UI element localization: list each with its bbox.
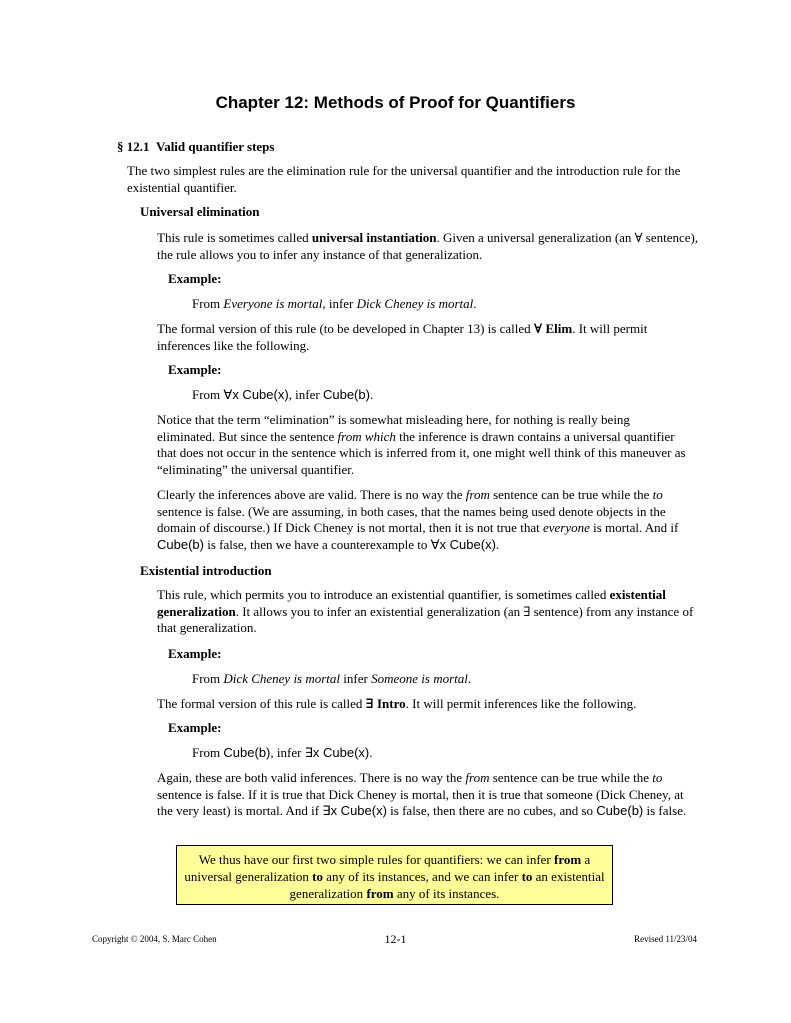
existential-introduction-heading: Existential introduction	[140, 563, 272, 578]
footer-page-number: 12-1	[384, 932, 407, 946]
ei-example-2: From Cube(b), infer ∃x Cube(x).	[192, 745, 373, 760]
ue-example-1-label: Example:	[168, 271, 222, 286]
ue-example-2-label: Example:	[168, 362, 222, 377]
ue-paragraph-2: The formal version of this rule (to be developed in Chapter 13) is called ∀ Elim. It will permit inferences like the following.	[157, 321, 648, 353]
ue-example-2: From ∀x Cube(x), infer Cube(b).	[192, 387, 374, 402]
ue-paragraph-4: Clearly the inferences above are valid. There is no way the from sentence can be true while the to sentence is false. (We are assuming, in both cases, that the names being used denote objects in the domain of discourse.) If Dick Cheney is not mortal, then it is not true that everyone is mortal. And if Cube(b) is false, then we have a counterexample to ∀x Cube(x).	[157, 487, 679, 552]
section-heading	[117, 139, 274, 155]
universal-elimination-heading: Universal elimination	[140, 204, 260, 219]
chapter-title: Chapter 12: Methods of Proof for Quantifiers	[215, 93, 576, 112]
ue-paragraph-3: Notice that the term “elimination” is somewhat misleading here, for nothing is really being eliminated. But since the sentence from which the inference is drawn contains a universal quantifier that does not occur in the sentence which is inferred from it, one might well think of this maneuver as “eliminating” the universal quantifier.	[157, 412, 686, 477]
ei-paragraph-3: Again, these are both valid inferences. There is no way the from sentence can be true while the to sentence is false. If it is true that Dick Cheney is mortal, then it is true that someone (Dick Cheney, at the very least) is mortal. And if ∃x Cube(x) is false, then there are no cubes, and so Cube(b) is false.	[157, 770, 687, 818]
ue-example-1: From Everyone is mortal, infer Dick Cheney is mortal.	[192, 296, 477, 311]
ei-paragraph-1: This rule, which permits you to introduce an existential quantifier, is sometimes called existential generalization. It allows you to infer an existential generalization (an ∃ sentence) from any instance of that generalization.	[157, 587, 694, 635]
section-number: § 12.1	[117, 139, 150, 154]
ue-paragraph-1: This rule is sometimes called universal instantiation. Given a universal generalization (an ∀ sentence), the rule allows you to infer any instance of that generalization.	[157, 230, 699, 262]
section-title: Valid quantifier steps	[156, 139, 275, 154]
footer-revised-date: Revised 11/23/04	[634, 934, 697, 944]
footer-copyright: Copyright © 2004, S. Marc Cohen	[92, 934, 217, 944]
ei-example-1: From Dick Cheney is mortal infer Someone is mortal.	[192, 671, 472, 686]
summary-callout-box: We thus have our first two simple rules for quantifiers: we can infer from a universal generalization to any of its instances, and we can infer to an existential generalization from any of its instances.	[176, 845, 613, 905]
intro-paragraph: The two simplest rules are the elimination rule for the universal quantifier and the introduction rule for the existential quantifier.	[127, 163, 681, 195]
ei-example-1-label: Example:	[168, 646, 222, 661]
ei-paragraph-2: The formal version of this rule is called ∃ Intro. It will permit inferences like the following.	[157, 696, 637, 711]
ei-example-2-label: Example:	[168, 720, 222, 735]
